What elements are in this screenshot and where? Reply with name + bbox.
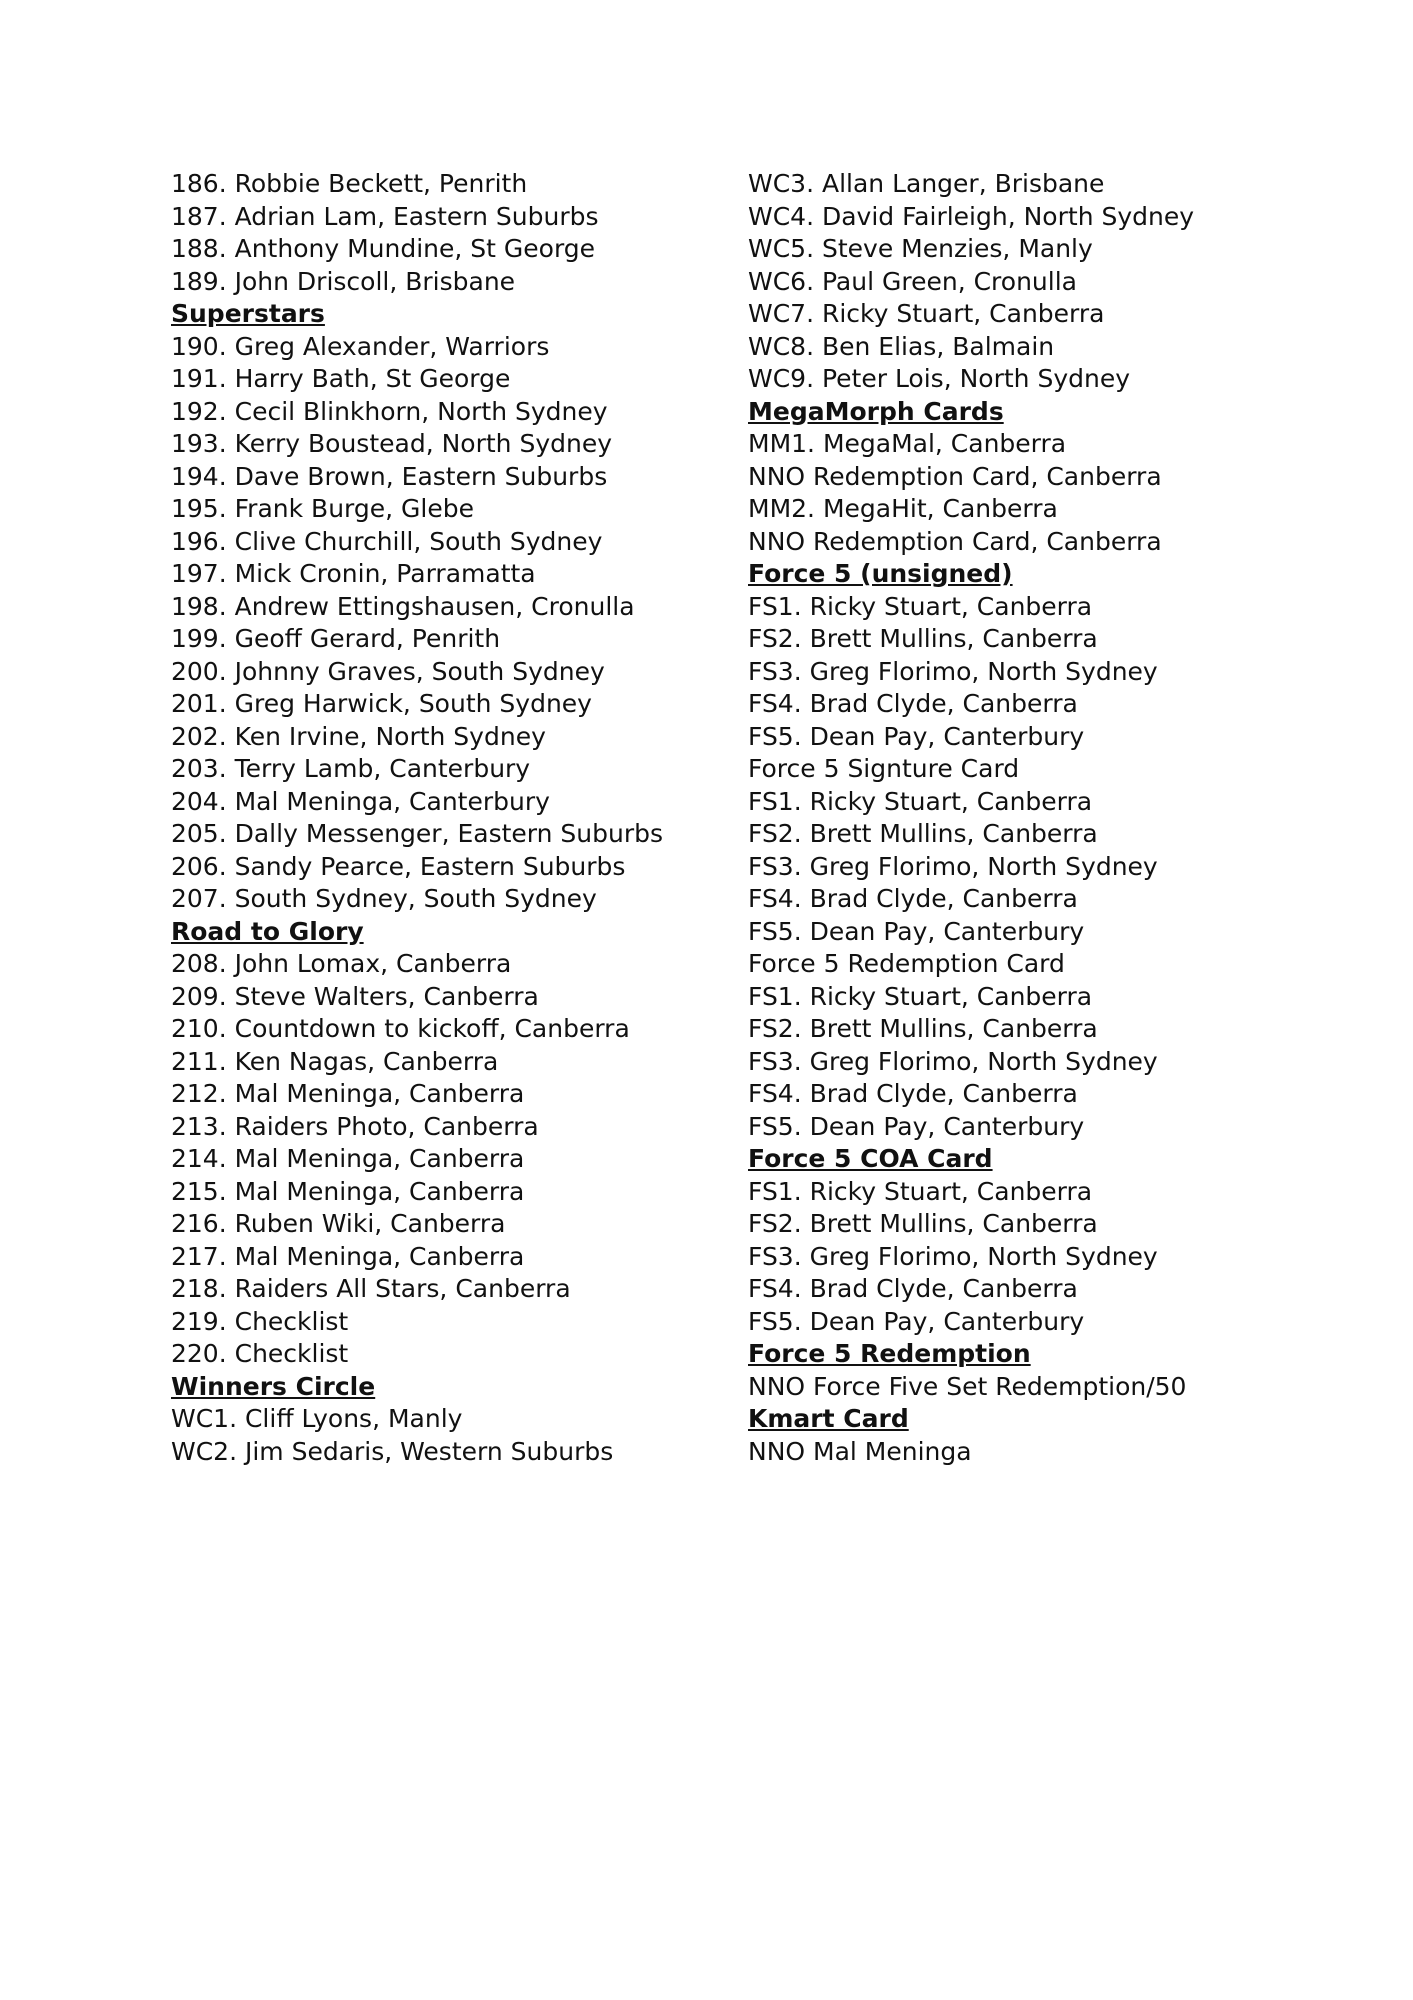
list-item: FS2. Brett Mullins, Canberra	[748, 1209, 1098, 1238]
section-heading: Road to Glory	[171, 916, 364, 946]
list-item: 200. Johnny Graves, South Sydney	[171, 656, 605, 686]
list-item: FS5. Dean Pay, Canterbury	[748, 1111, 1085, 1141]
section-heading: Superstars	[171, 299, 325, 328]
list-item: NNO Redemption Card, Canberra	[748, 526, 1162, 556]
list-item: 199. Geoff Gerard, Penrith	[171, 624, 501, 653]
list-item: 190. Greg Alexander, Warriors	[171, 331, 550, 361]
list-item: 213. Raiders Photo, Canberra	[171, 1111, 539, 1141]
list-item: 211. Ken Nagas, Canberra	[171, 1046, 499, 1076]
list-item: 215. Mal Meninga, Canberra	[171, 1176, 525, 1206]
list-item: FS3. Greg Florimo, North Sydney	[748, 1046, 1158, 1076]
list-item: 212. Mal Meninga, Canberra	[171, 1079, 525, 1108]
list-item: WC8. Ben Elias, Balmain	[748, 331, 1055, 361]
list-item: 186. Robbie Beckett, Penrith	[171, 169, 528, 198]
list-item: 196. Clive Churchill, South Sydney	[171, 526, 603, 556]
list-item: FS5. Dean Pay, Canterbury	[748, 1306, 1085, 1336]
list-item: 198. Andrew Ettingshausen, Cronulla	[171, 591, 635, 621]
list-item: WC3. Allan Langer, Brisbane	[748, 169, 1105, 198]
section-heading: MegaMorph Cards	[748, 396, 1004, 426]
list-item: FS3. Greg Florimo, North Sydney	[748, 656, 1158, 686]
right-column	[748, 168, 1308, 1468]
list-item: 202. Ken Irvine, North Sydney	[171, 721, 546, 751]
list-item: 201. Greg Harwick, South Sydney	[171, 689, 592, 718]
list-item: FS2. Brett Mullins, Canberra	[748, 1014, 1098, 1043]
list-item: WC5. Steve Menzies, Manly	[748, 234, 1093, 263]
list-item: NNO Mal Meninga	[748, 1436, 972, 1466]
list-item: NNO Force Five Set Redemption/50	[748, 1371, 1187, 1401]
list-item: NNO Redemption Card, Canberra	[748, 461, 1162, 491]
list-item: FS1. Ricky Stuart, Canberra	[748, 981, 1093, 1011]
list-item: 217. Mal Meninga, Canberra	[171, 1241, 525, 1271]
list-item: 208. John Lomax, Canberra	[171, 949, 512, 978]
list-item: 195. Frank Burge, Glebe	[171, 494, 474, 523]
list-item: FS3. Greg Florimo, North Sydney	[748, 1241, 1158, 1271]
list-item: 216. Ruben Wiki, Canberra	[171, 1209, 506, 1238]
list-item: WC1. Cliff Lyons, Manly	[171, 1404, 463, 1433]
list-item: FS2. Brett Mullins, Canberra	[748, 624, 1098, 653]
list-item: 205. Dally Messenger, Eastern Suburbs	[171, 819, 664, 848]
list-item: 189. John Driscoll, Brisbane	[171, 266, 516, 296]
list-item: Force 5 Redemption Card	[748, 949, 1065, 978]
list-item: 187. Adrian Lam, Eastern Suburbs	[171, 201, 599, 231]
list-item: 219. Checklist	[171, 1306, 349, 1336]
list-item: FS3. Greg Florimo, North Sydney	[748, 851, 1158, 881]
list-item: 218. Raiders All Stars, Canberra	[171, 1274, 571, 1303]
list-item: FS1. Ricky Stuart, Canberra	[748, 591, 1093, 621]
list-item: 207. South Sydney, South Sydney	[171, 884, 597, 913]
list-item: 220. Checklist	[171, 1339, 349, 1368]
list-item: FS4. Brad Clyde, Canberra	[748, 884, 1078, 913]
list-item: MM2. MegaHit, Canberra	[748, 494, 1058, 523]
list-item: FS1. Ricky Stuart, Canberra	[748, 786, 1093, 816]
list-item: Force 5 Signture Card	[748, 754, 1020, 783]
list-item: WC2. Jim Sedaris, Western Suburbs	[171, 1436, 614, 1466]
list-item: FS1. Ricky Stuart, Canberra	[748, 1176, 1093, 1206]
list-item: 209. Steve Walters, Canberra	[171, 981, 539, 1011]
list-item: 191. Harry Bath, St George	[171, 364, 511, 393]
list-item: FS5. Dean Pay, Canterbury	[748, 721, 1085, 751]
list-item: 204. Mal Meninga, Canterbury	[171, 786, 550, 816]
list-item: FS4. Brad Clyde, Canberra	[748, 689, 1078, 718]
list-item: FS4. Brad Clyde, Canberra	[748, 1079, 1078, 1108]
list-item: 214. Mal Meninga, Canberra	[171, 1144, 525, 1173]
section-heading: Kmart Card	[748, 1404, 909, 1433]
list-item: FS4. Brad Clyde, Canberra	[748, 1274, 1078, 1303]
list-item: FS5. Dean Pay, Canterbury	[748, 916, 1085, 946]
list-item: WC9. Peter Lois, North Sydney	[748, 364, 1131, 393]
section-heading: Force 5 COA Card	[748, 1144, 993, 1173]
section-heading: Winners Circle	[171, 1371, 376, 1401]
list-item: 193. Kerry Boustead, North Sydney	[171, 429, 613, 458]
list-item: FS2. Brett Mullins, Canberra	[748, 819, 1098, 848]
list-item: 206. Sandy Pearce, Eastern Suburbs	[171, 851, 626, 881]
list-item: WC7. Ricky Stuart, Canberra	[748, 299, 1105, 328]
section-heading: Force 5 Redemption	[748, 1339, 1031, 1368]
left-column	[171, 168, 671, 1468]
list-item: 192. Cecil Blinkhorn, North Sydney	[171, 396, 608, 426]
list-item: 203. Terry Lamb, Canterbury	[171, 754, 531, 783]
list-item: 210. Countdown to kickoff, Canberra	[171, 1014, 630, 1043]
section-heading: Force 5 (unsigned)	[748, 559, 1013, 588]
list-item: 194. Dave Brown, Eastern Suburbs	[171, 461, 608, 491]
list-item: MM1. MegaMal, Canberra	[748, 429, 1067, 458]
list-item: 188. Anthony Mundine, St George	[171, 234, 596, 263]
list-item: 197. Mick Cronin, Parramatta	[171, 559, 536, 588]
list-item: WC4. David Fairleigh, North Sydney	[748, 201, 1195, 231]
list-item: WC6. Paul Green, Cronulla	[748, 266, 1077, 296]
